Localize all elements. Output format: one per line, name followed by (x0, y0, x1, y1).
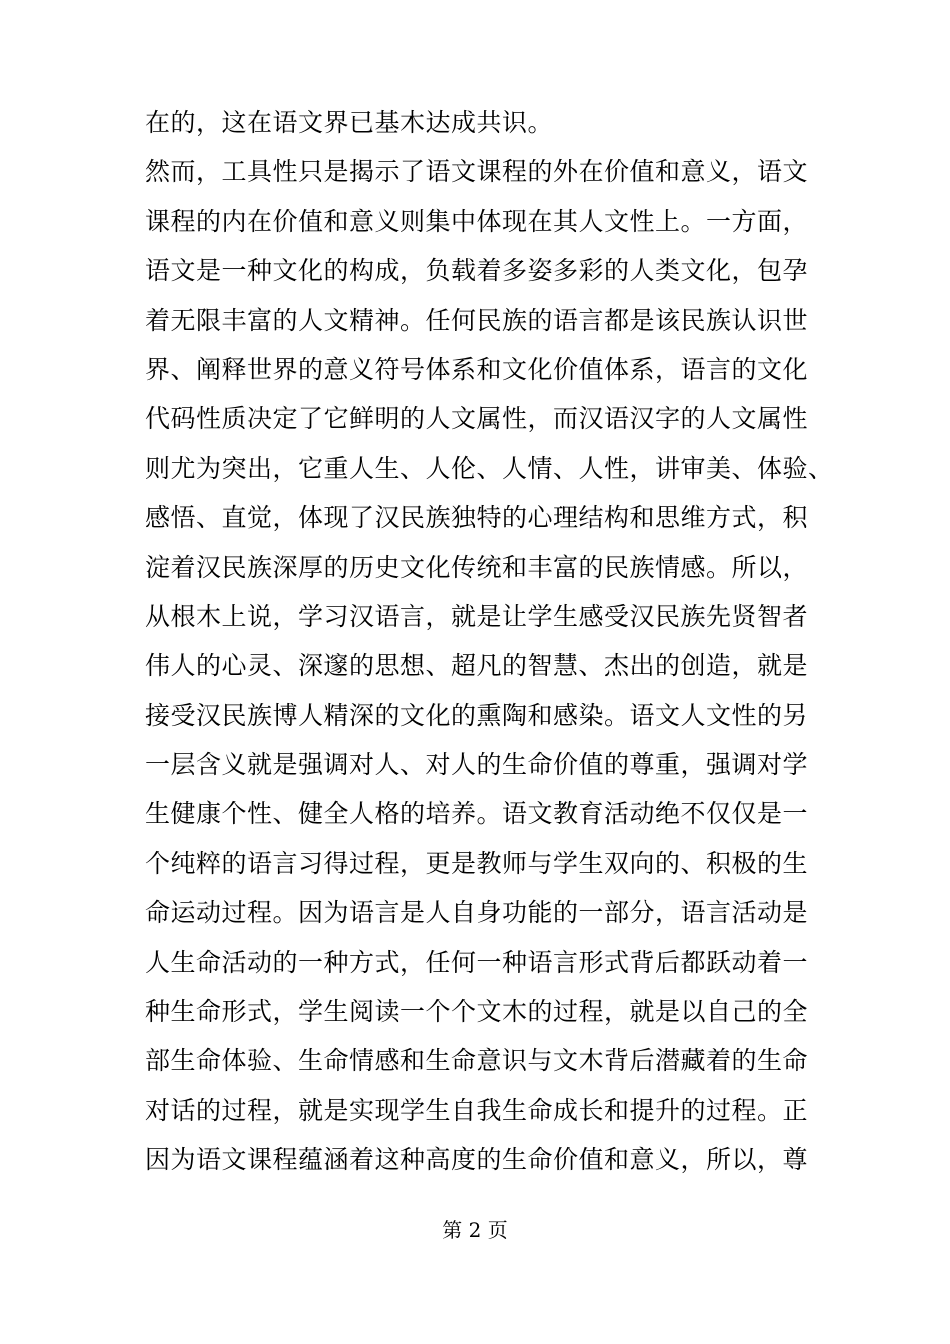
text-line: 接受汉民族博人精深的文化的熏陶和感染。语文人文性的另 (145, 700, 809, 730)
text-line: 界、阐释世界的意义符号体系和文化价值体系，语言的文化 (145, 354, 809, 384)
text-line: 一层含义就是强调对人、对人的生命价值的尊重，强调对学 (145, 750, 809, 780)
text-line: 感悟、直觉，体现了汉民族独特的心理结构和思维方式，积 (145, 503, 809, 533)
text-line: 从根木上说，学习汉语言，就是让学生感受汉民族先贤智者 (145, 601, 809, 631)
text-line: 在的，这在语文界已基木达成共识。 (145, 108, 554, 137)
text-line: 伟人的心灵、深邃的思想、超凡的智慧、杰出的创造，就是 (145, 651, 809, 681)
text-line: 代码性质决定了它鲜明的人文属性，而汉语汉字的人文属性 (145, 404, 809, 434)
text-line: 则尤为突出，它重人生、人伦、人情、人性，讲审美、体验、 (145, 453, 834, 483)
text-line: 因为语文课程蕴涵着这种高度的生命价值和意义，所以，尊 (145, 1145, 809, 1175)
text-line: 对话的过程，就是实现学生自我生命成长和提升的过程。正 (145, 1095, 809, 1125)
text-line: 人生命活动的一种方式，任何一种语言形式背后都跃动着一 (145, 947, 809, 977)
text-line: 语文是一种文化的构成，负载着多姿多彩的人类文化，包孕 (145, 256, 809, 286)
text-line: 淀着汉民族深厚的历史文化传统和丰富的民族情感。所以， (145, 552, 809, 582)
text-line: 部生命体验、生命情感和生命意识与文木背后潜藏着的生命 (145, 1046, 809, 1076)
page-number: 第 2 页 (442, 1218, 508, 1242)
text-line: 命运动过程。因为语言是人自身功能的一部分，语言活动是 (145, 898, 809, 928)
text-line: 个纯粹的语言习得过程，更是教师与学生双向的、积极的生 (145, 848, 809, 878)
text-line: 生健康个性、健全人格的培养。语文教育活动绝不仅仅是一 (145, 799, 809, 829)
text-line: 然而，工具性只是揭示了语文课程的外在价值和意义，语文 (145, 157, 809, 187)
text-line: 课程的内在价值和意义则集中体现在其人文性上。一方面， (145, 206, 809, 236)
text-line: 着无限丰富的人文精神。任何民族的语言都是该民族认识世 (145, 305, 809, 335)
body-text (145, 98, 834, 1185)
text-line: 种生命形式，学生阅读一个个文木的过程，就是以自己的全 (145, 997, 809, 1027)
